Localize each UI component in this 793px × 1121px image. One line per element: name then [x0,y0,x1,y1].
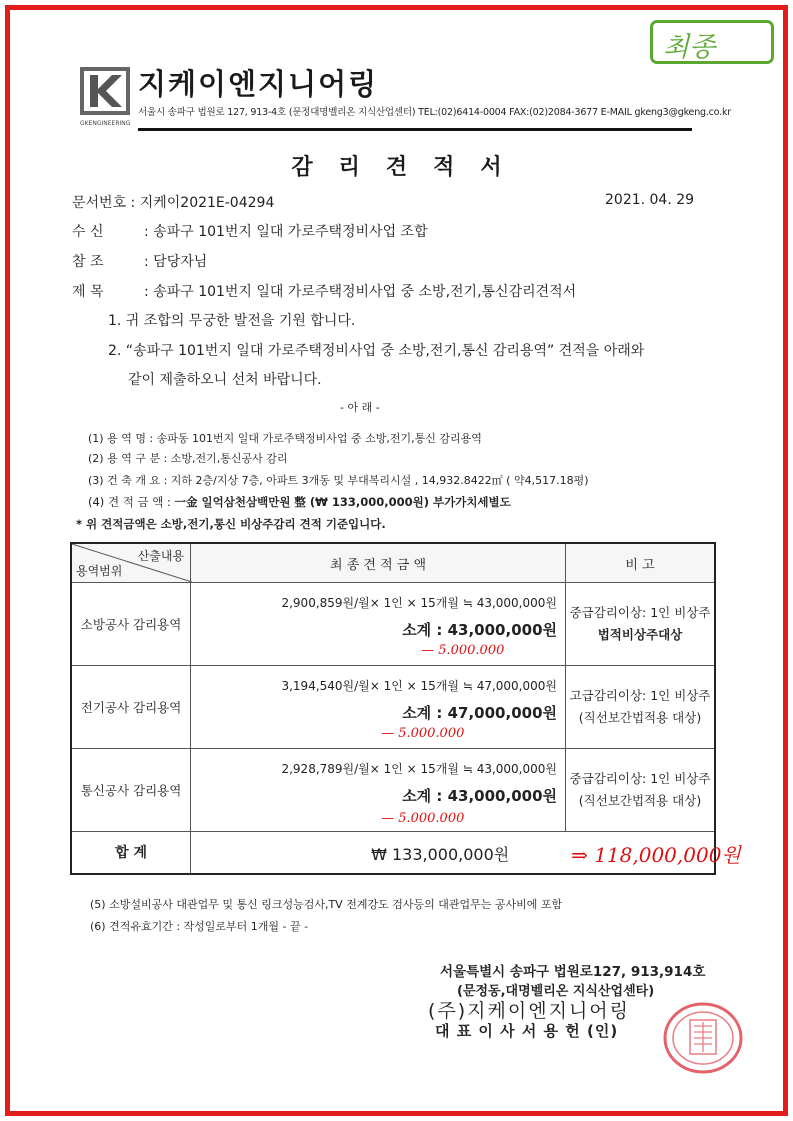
below-marker: - 아 래 - [340,401,380,414]
subject-label: 제 목 [72,284,104,300]
table-total-row [71,832,715,874]
total-label: 합 계 [71,832,191,874]
detail-building-summary: (3) 건 축 개 요 : 지하 2층/지상 7층, 아파트 3개동 및 부대복리시설 , 14,932.8422㎡ ( 약4,517.18평) [88,474,589,487]
table-row [71,583,715,666]
page-title: 감리견적서 [291,155,528,180]
row-note-grade: 중급감리이상: 1인 비상주 [569,771,711,786]
row-calculation: 2,928,789원/월× 1인 × 15개월 ≒ 43,000,000원 [281,762,557,776]
body-paragraph-2b: 같이 제출하오니 선처 바랍니다. [128,372,322,388]
row-service-name: 소방공사 감리용역 [71,583,191,666]
detail-estimate-value: 一金 일억삼천삼백만원 整 (₩ 133,000,000원) 부가가치세별도 [174,495,511,509]
row-handwritten-adjustment: — 5.000.000 [381,811,465,826]
header-note: 비 고 [566,543,716,583]
footer-note-6: (6) 견적유효기간 : 작성일로부터 1개월 - 끝 - [90,920,309,933]
logo-caption: GKENGINEERING [80,120,131,127]
detail-service-name: (1) 용 역 명 : 송파동 101번지 일대 가로주택정비사업 중 소방,전기,통신 감리용역 [88,432,482,445]
detail-service-type: (2) 용 역 구 분 : 소방,전기,통신공사 감리 [88,452,288,465]
row-amount-cell [191,666,566,749]
estimate-basis-note: * 위 견적금액은 소방,전기,통신 비상주감리 견적 기준입니다. [76,517,386,531]
recipient-value: : 송파구 101번지 일대 가로주택정비사업 조합 [144,224,428,240]
company-name: 지케이엔지니어링 [138,67,379,101]
table-row [71,749,715,832]
header-diagonal-cell [71,543,191,583]
row-amount-cell [191,583,566,666]
row-subtotal: 소계 : 47,000,000원 [402,704,557,722]
company-logo-icon [80,67,130,122]
row-subtotal: 소계 : 43,000,000원 [402,787,557,805]
row-handwritten-adjustment: — 5.000.000 [421,643,505,658]
recipient-label: 수 신 [72,224,104,240]
header-scope-label: 용역범위 [76,564,123,578]
company-seal-icon [660,1000,746,1076]
signer-address-1: 서울특별시 송파구 법원로127, 913,914호 [440,964,706,980]
total-handwritten-amount: ⇒ 118,000,000원 [571,843,741,867]
subject-value: : 송파구 101번지 일대 가로주택정비사업 중 소방,전기,통신감리견적서 [144,284,577,300]
document-date: 2021. 04. 29 [605,192,695,208]
row-subtotal: 소계 : 43,000,000원 [402,621,557,639]
row-note-detail: 법적비상주대상 [597,627,683,642]
company-address: 서울시 송파구 법원로 127, 913-4호 (문정대명벨리온 지식산업센터) TEL:(02)6414-0004 FAX:(02)2084-3677 E-MAIL gkeng3@gkeng.co.kr [138,107,731,118]
row-note-detail: (직선보간법적용 대상) [578,710,702,725]
row-note-cell [566,583,716,666]
row-service-name: 통신공사 감리용역 [71,749,191,832]
row-note-grade: 고급감리이상: 1인 비상주 [569,688,711,703]
body-paragraph-2a: 2. “송파구 101번지 일대 가로주택정비사업 중 소방,전기,통신 감리용역” 견적을 아래와 [108,343,645,359]
final-badge-text: 최종 [663,32,716,63]
row-amount-cell [191,749,566,832]
row-note-grade: 중급감리이상: 1인 비상주 [569,605,711,620]
signer-address-2: (문정동,대명벨리온 지식산업센타) [457,984,655,999]
row-note-cell [566,749,716,832]
row-service-name: 전기공사 감리용역 [71,666,191,749]
row-handwritten-adjustment: — 5.000.000 [381,726,465,741]
header-amount: 최 종 견 적 금 액 [191,543,566,583]
row-calculation: 2,900,859원/월× 1인 × 15개월 ≒ 43,000,000원 [281,596,557,610]
detail-estimate-label: (4) 견 적 금 액 : [88,495,171,509]
header-calc-label: 산출내용 [137,549,185,563]
footer-note-5: (5) 소방설비공사 대관업무 및 통신 링크성능검사,TV 전계강도 검사등의 대관업무는 공사비에 포함 [90,898,563,911]
row-calculation: 3,194,540원/월× 1인 × 15개월 ≒ 47,000,000원 [281,679,557,693]
signer-company: (주)지케이엔지니어링 [428,1000,631,1022]
detail-estimate-amount [88,494,511,510]
row-note-detail: (직선보간법적용 대상) [578,793,702,808]
letterhead-rule [138,128,692,131]
total-amount-cell [191,832,741,874]
table-row [71,666,715,749]
row-note-cell [566,666,716,749]
table-header-row [71,543,715,583]
reference-value: : 담당자님 [144,254,208,270]
document-number: 문서번호 : 지케이2021E-04294 [72,195,275,211]
final-badge [650,20,774,64]
signer-ceo: 대 표 이 사 서 용 헌 (인) [435,1022,619,1040]
body-paragraph-1: 1. 귀 조합의 무궁한 발전을 기원 합니다. [108,313,356,329]
reference-label: 참 조 [72,254,104,270]
estimate-table [70,542,741,875]
total-amount: ₩ 133,000,000원 [371,845,510,864]
